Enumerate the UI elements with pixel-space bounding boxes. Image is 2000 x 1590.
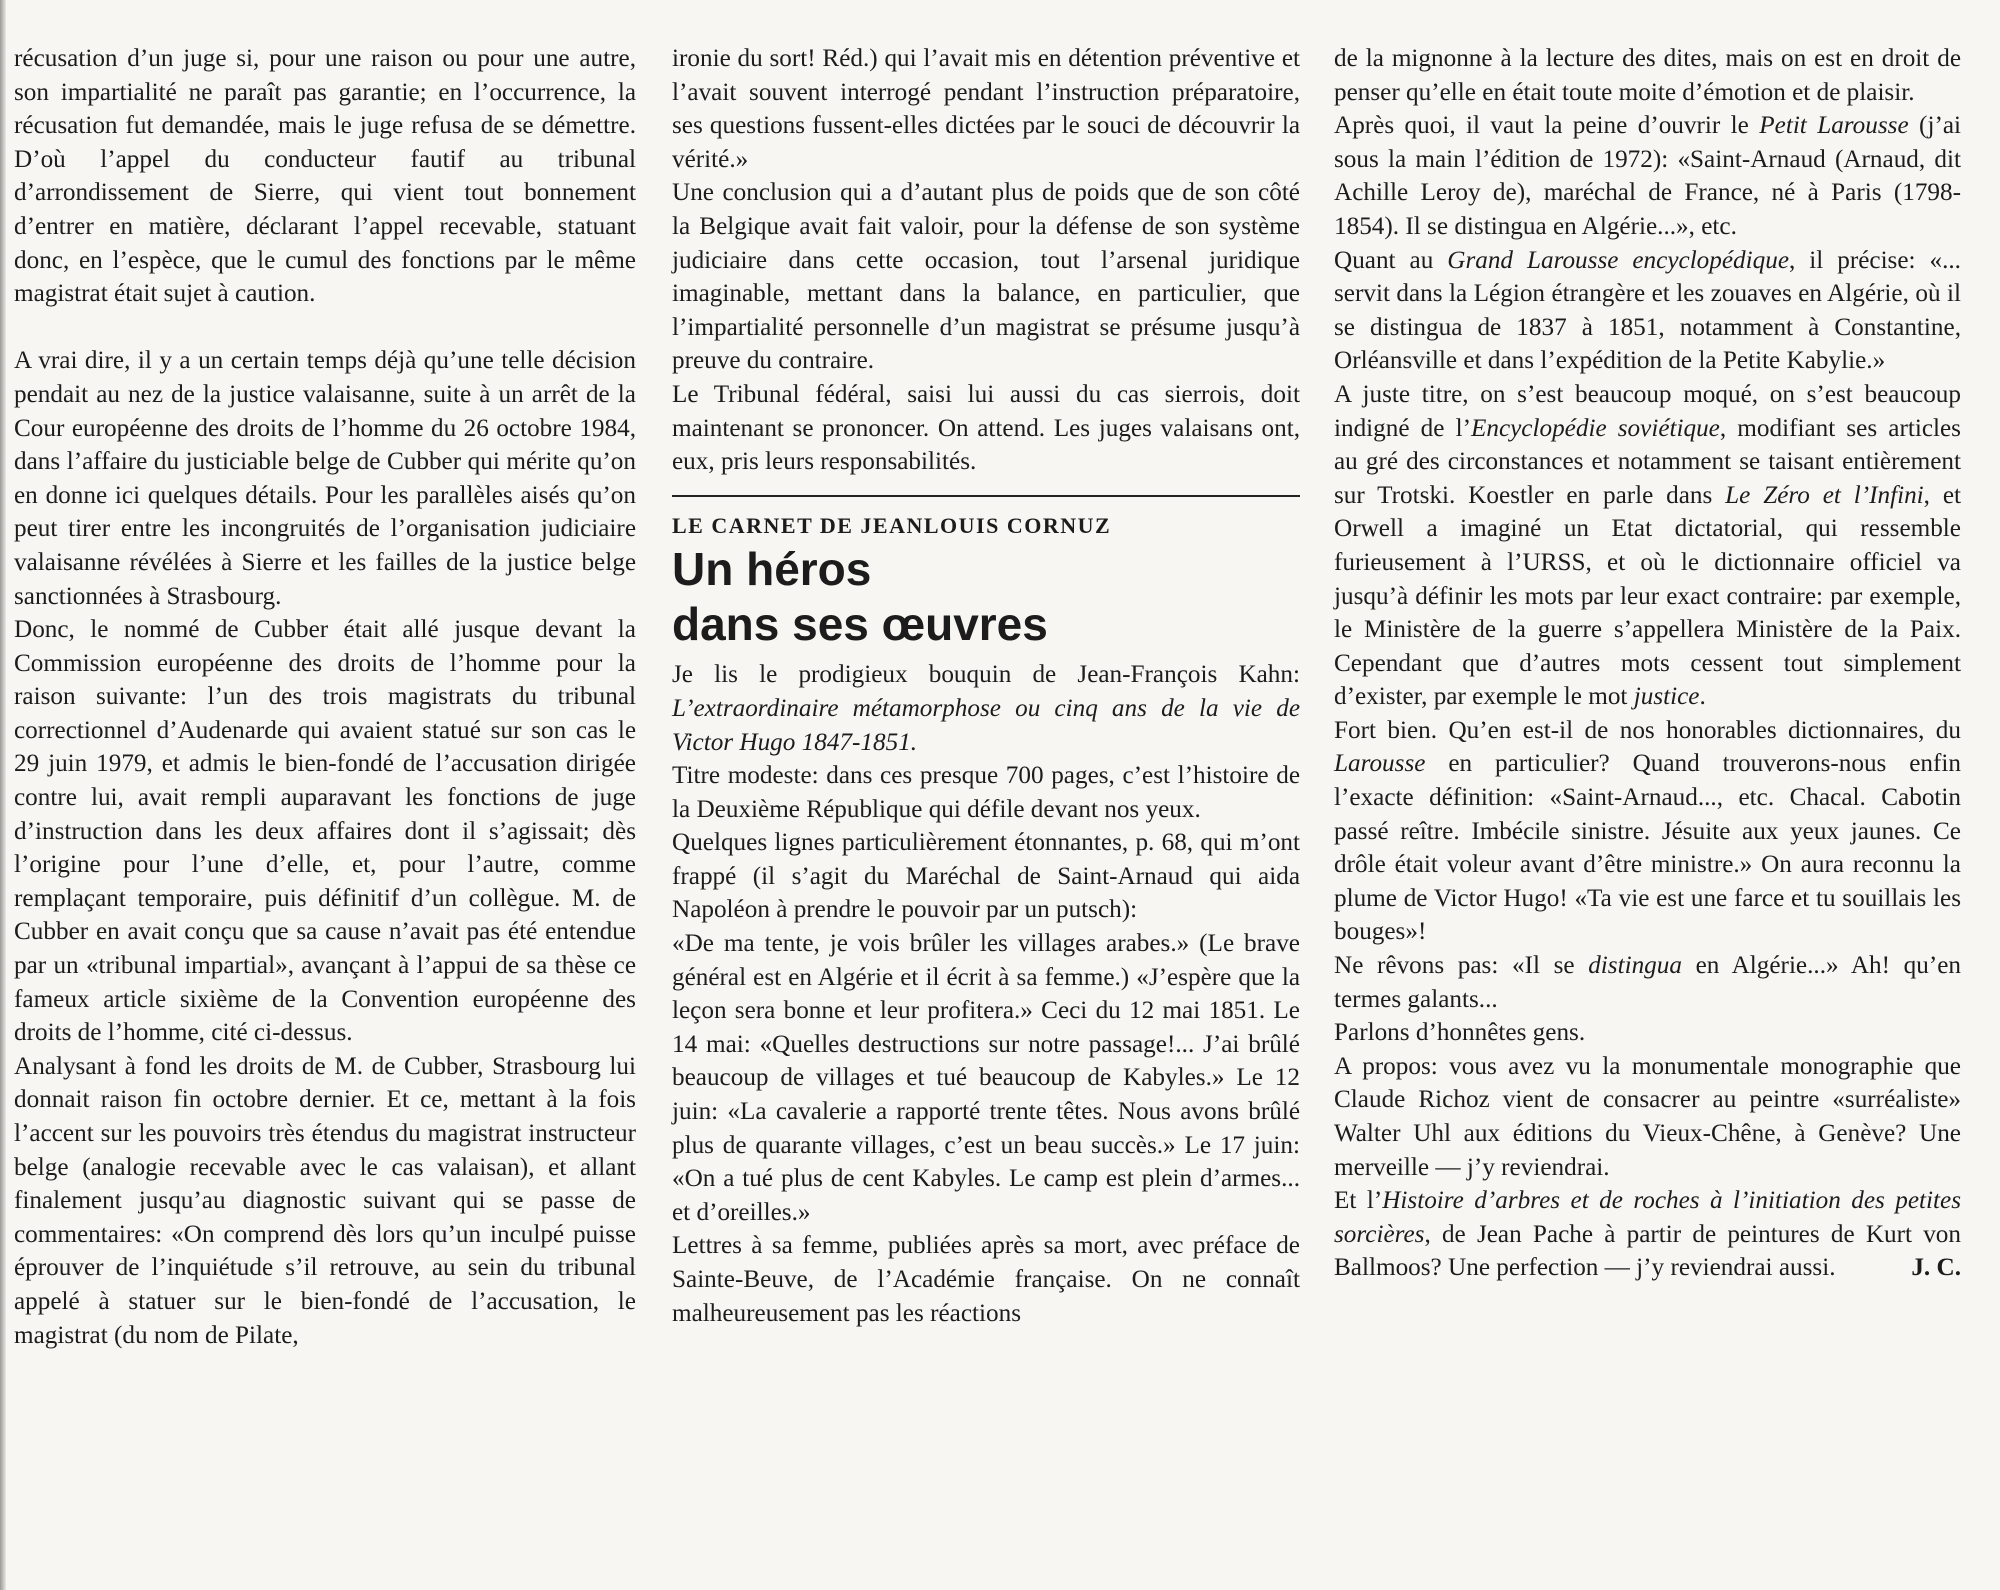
paragraph: A juste titre, on s’est beaucoup moqué, on s’est beaucoup indigné de l’Encyclopédie soviétique, modifiant ses articles au gré des circonstances et notamment se taisant entièrement sur Trotski. Koestler en parle dans Le Zéro et l’Infini, et Orwell a imaginé un Etat dictatorial, qui ressemble furieusement à l’URSS, et où le dictionnaire officiel va jusqu’à définir les mots par leur exact contraire: par exemple, le Ministère de la guerre s’appellera Ministère de la Paix. Cependant que d’autres mots cessent tout simplement d’exister, par exemple le mot justice. [1334, 380, 1961, 711]
paragraph: Titre modeste: dans ces presque 700 pages, c’est l’histoire de la Deuxième République qui défile devant nos yeux. [672, 762, 1300, 823]
paragraph: Analysant à fond les droits de M. de Cubber, Strasbourg lui donnait raison fin octobre dernier. Et ce, mettant à la fois l’accent sur les pouvoirs très étendus du magistrat instructeur belge (analogie recevable avec le cas valaisan), et allant finalement jusqu’au diagnostic suivant qui se passe de commentaires: «On comprend dès lors qu’un inculpé puisse éprouver de l’inquiétude s’il retrouve, au sein du tribunal appelé à statuer sur le bien-fondé de l’accusation, le magistrat (du nom de Pilate, [14, 1052, 636, 1349]
paragraph: de la mignonne à la lecture des dites, mais on est en droit de penser qu’elle en était toute moite d’émotion et de plaisir. [1334, 45, 1961, 106]
paragraph: Je lis le prodigieux bouquin de Jean-François Kahn: L’extraordinaire métamorphose ou cinq ans de la vie de Victor Hugo 1847-1851. [672, 661, 1300, 756]
book-title: L’extraordinaire métamorphose ou cinq ans de la vie de Victor Hugo 1847-1851. [672, 694, 1300, 756]
paragraph: Après quoi, il vaut la peine d’ouvrir le Petit Larousse (j’ai sous la main l’édition de 1972): «Saint-Arnaud (Arnaud, dit Achille Leroy de), maréchal de France, né à Paris (1798-1854). Il se distingua en Algérie...», etc. [1334, 112, 1962, 240]
paragraph: Quant au Grand Larousse encyclopédique, il précise: «... servit dans la Légion étrangère et les zouaves en Algérie, où il se distingua de 1837 à 1851, notamment à Constantine, Orléansville et dans l’expédition de la Petite Kabylie.» [1334, 246, 1961, 375]
paragraph: Lettres à sa femme, publiées après sa mort, avec préface de Sainte-Beuve, de l’Académie française. On ne connaît malheureusement pas les réactions [672, 1232, 1300, 1327]
column-2 [672, 42, 1300, 1330]
paragraph: «De ma tente, je vois brûler les villages arabes.» (Le brave général est en Algérie et il écrit à sa femme.) «J’espère que la leçon sera bonne et leur profitera.» Ceci du 12 mai 1851. Le 14 mai: «Quelles destructions sur notre passage!... J’ai brûlé beaucoup de villages et tué beaucoup de Kabyles.» Le 12 juin: «La cavalerie a rapporté trente têtes. Nous avons brûlé plus de quarante villages, c’est un beau succès.» Le 17 juin: «On a tué plus de cent Kabyles. Le camp est plein d’armes... et d’oreilles.» [672, 930, 1300, 1226]
paragraph: Quelques lignes particulièrement étonnantes, p. 68, qui m’ont frappé (il s’agit du Maréchal de Saint-Arnaud qui aida Napoléon à prendre le pouvoir par un putsch): [672, 829, 1300, 924]
headline-line-1: Un héros [672, 543, 872, 596]
column-3 [1334, 42, 1961, 1285]
paragraph: Parlons d’honnêtes gens. [1334, 1019, 1586, 1047]
paragraph: Et l’Histoire d’arbres et de roches à l’initiation des petites sorcières, de Jean Pache à partir de peintures de Kurt von Ballmoos? Une perfection — j’y reviendrai aussi. [1334, 1187, 1961, 1282]
paragraph: Une conclusion qui a d’autant plus de poids que de son côté la Belgique avait fait valoir, pour la défense de son système judiciaire dans cette occasion, tout l’arsenal juridique imaginable, mettant dans la balance, en particulier, que l’impartialité personnelle d’un magistrat se présume jusqu’à preuve du contraire. [672, 179, 1300, 375]
author-signature: J. C. [1911, 1254, 1961, 1282]
column-1 [14, 42, 636, 1352]
section-divider [672, 495, 1300, 497]
paragraph: ironie du sort! Réd.) qui l’avait mis en détention préventive et l’avait souvent interrogé pendant l’instruction préparatoire, ses questions fussent-elles dictées par le souci de découvrir la vérité.» [672, 45, 1300, 173]
article-headline [672, 542, 1300, 652]
paragraph: A vrai dire, il y a un certain temps déjà qu’une telle décision pendait au nez de la justice valaisanne, suite à un arrêt de la Cour européenne des droits de l’homme du 26 octobre 1984, dans l’affaire du justiciable belge de Cubber qui mérite qu’on en donne ici quelques détails. Pour les parallèles aisés qu’on peut tirer entre les incongruités de l’organisation judiciaire valaisanne révélées à Sierre et les failles de la justice belge sanctionnées à Strasbourg. [14, 347, 636, 610]
paragraph: Ne rêvons pas: «Il se distingua en Algérie...» Ah! qu’en termes galants... [1334, 952, 1961, 1013]
paragraph: Fort bien. Qu’en est-il de nos honorables dictionnaires, du Larousse en particulier? Quand trouverons-nous enfin l’exacte définition: «Saint-Arnaud..., etc. Chacal. Cabotin passé reître. Imbécile sinistre. Jésuite aux yeux jaunes. Ce drôle était voleur avant d’être ministre.» On aura reconnu la plume de Victor Hugo! «Ta vie est une farce et tu souillais les bouges»! [1334, 716, 1961, 946]
paragraph: A propos: vous avez vu la monumentale monographie que Claude Richoz vient de consacrer au peintre «surréaliste» Walter Uhl aux éditions du Vieux-Chêne, à Genève? Une merveille — j’y reviendrai. [1334, 1052, 1961, 1181]
headline-line-2: dans ses œuvres [672, 598, 1048, 651]
paragraph: Le Tribunal fédéral, saisi lui aussi du cas sierrois, doit maintenant se prononcer. On attend. Les juges valaisans ont, eux, pris leurs responsabilités. [672, 380, 1300, 476]
paragraph: récusation d’un juge si, pour une raison ou pour une autre, son impartialité ne paraît pas garantie; en l’occurrence, la récusation fut demandée, mais le juge refusa de se démettre. D’où l’appel du conducteur fautif au tribunal d’arrondissement de Sierre, qui vient tout bonnement d’entrer en matière, déclarant l’appel recevable, statuant donc, en l’espèce, que le cumul des fonctions par le même magistrat était sujet à caution. [14, 45, 636, 308]
column-kicker: LE CARNET DE JEANLOUIS CORNUZ [672, 512, 1112, 538]
paragraph: Donc, le nommé de Cubber était allé jusque devant la Commission européenne des droits de l’homme pour la raison suivante: l’un des trois magistrats du tribunal correctionnel d’Audenarde qui avaient statué sur son cas le 29 juin 1979, et admis le bien-fondé de l’accusation dirigée contre lui, avait rempli auparavant les fonctions de juge d’instruction dans les deux affaires dont il s’agissait; dès l’origine pour l’une d’elle, et, pour l’autre, comme remplaçant temporaire, puis définitif d’un collègue. M. de Cubber en avait conçu que sa cause n’avait pas été entendue par un «tribunal impartial», avançant à l’appui de sa thèse ce fameux article sixième de la Convention européenne des droits de l’homme, cité ci-dessus. [14, 616, 636, 1047]
page-edge-shadow [0, 0, 6, 1590]
